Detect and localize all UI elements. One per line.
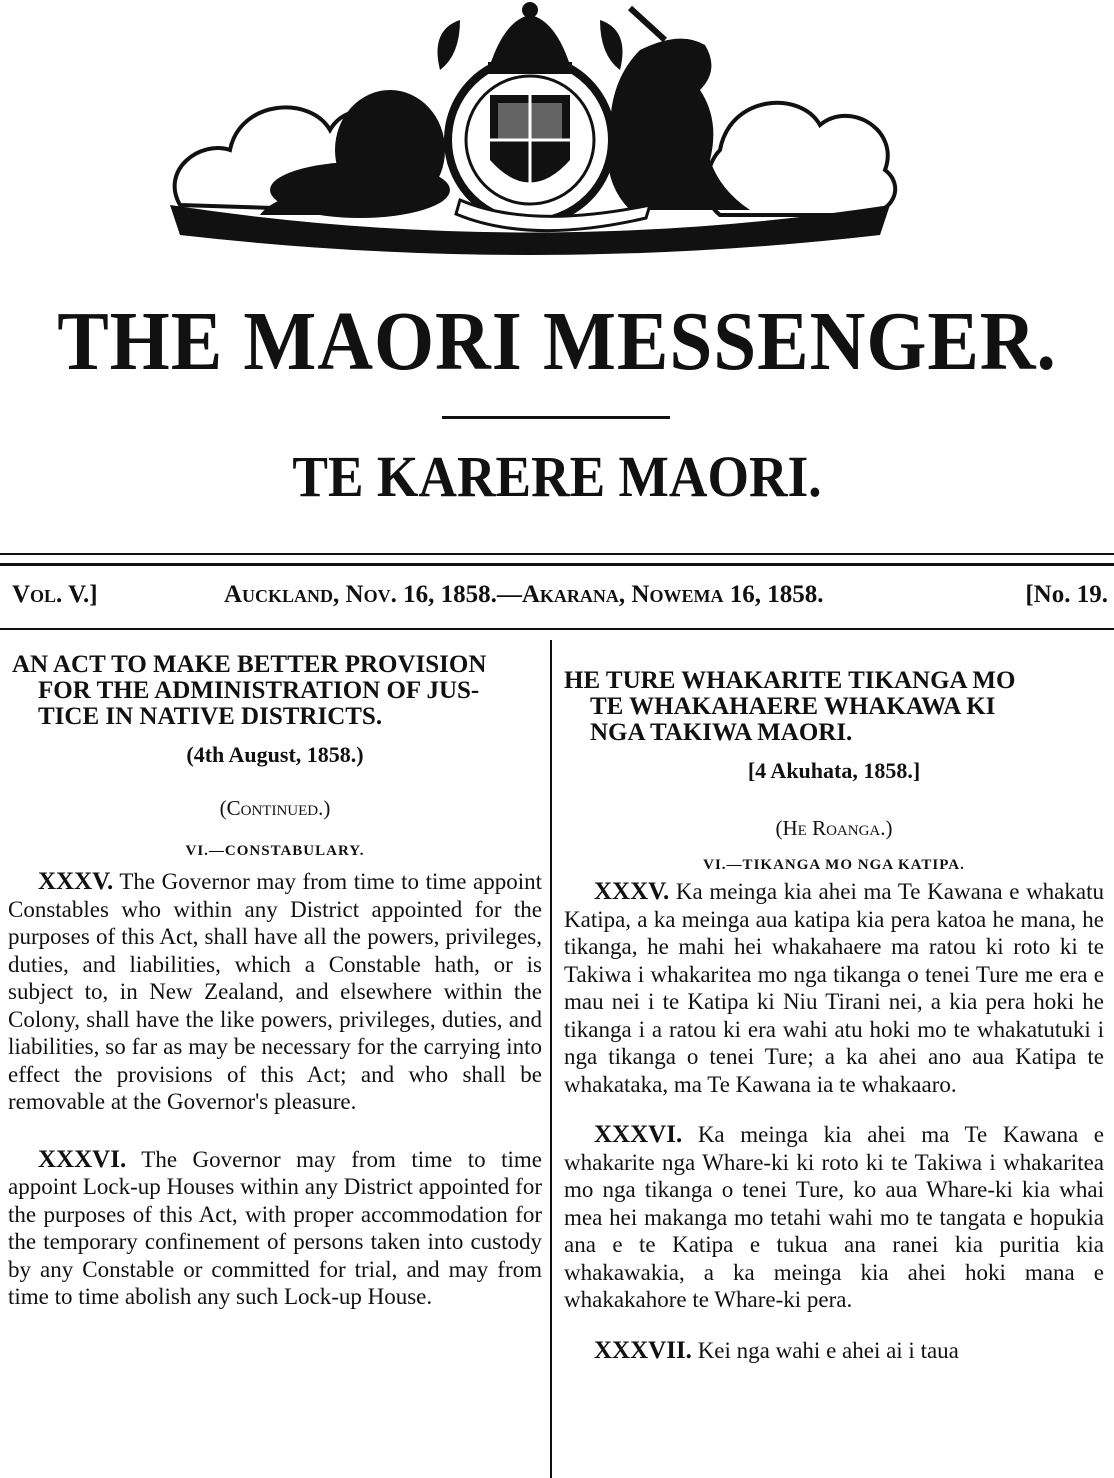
masthead-divider [442,416,670,419]
header-double-rule [0,553,1114,566]
act-title-line: AN ACT TO MAKE BETTER PROVISION [12,651,487,678]
clause-number: XXXVI. [594,1121,683,1148]
act-title-line: HE TURE WHAKARITE TIKANGA MO [564,667,1016,694]
issue-dateline: Auckland, Nov. 16, 1858.—Akarana, Nowema 16, 1858. [224,581,824,608]
issue-volume: Vol. V.] [12,581,98,608]
clause-36-maori [564,1121,1104,1314]
act-title-line: NGA TAKIWA MAORI. [590,719,853,746]
clause-text: Ka meinga kia ahei ma Te Kawana e whakatu Katipa, a ka meinga aua katipa kia pera katoa he mana, he tikanga, he mahi hei whakahaere ma ratou ki roto ki te Takiwa i whakaritea mo nga tikanga o tenei Ture me era e mau nei i te Katipa ki Niu Tirani nei, a kia pera hoki he tikanga i a ratou ki era wahi atu hoki mo te whakatutuki i nga tikanga o tenei Ture; a ka ahei ano aua Katipa te whakataka, ma Te Kawana ia te whakaaro. [564,879,1104,1097]
english-column [8,652,542,1334]
act-date-english: (4th August, 1858.) [186,742,364,767]
royal-coat-of-arms [160,0,900,262]
masthead-title: THE MAORI MESSENGER. [57,295,1057,388]
clause-number: XXXV. [594,878,670,905]
continued-label-maori: (He Roanga.) [775,816,893,840]
maori-column [564,668,1104,1387]
clause-number: XXXVII. [594,1336,692,1364]
masthead-subtitle: TE KARERE MAORI. [292,444,822,509]
clause-number: XXXVI. [38,1145,127,1173]
act-title-line: TICE IN NATIVE DISTRICTS. [38,703,383,730]
clause-text: Ka meinga kia ahei ma Te Kawana e whakarite nga Whare-ki ki roto ki te Takiwa i whakaritea mo nga tikanga o tenei Ture, ko aua Whare-ki kia whai mea hei makanga mo tetahi wahi mo te tangata e hopukia ana e te Katipa e tukua ana ranei kia puritia kia whakawakia, a ka meinga kia ahei hoki mana e whakakahore te Whare-ki pera. [564,1122,1104,1312]
section-heading-maori: VI.—TIKANGA MO NGA KATIPA. [703,857,965,873]
section-heading-english: VI.—CONSTABULARY. [185,843,365,859]
clause-35-maori [564,878,1104,1098]
issue-number: [No. 19. [1025,581,1108,608]
act-date-maori: [4 Akuhata, 1858.] [747,758,921,783]
clause-number: XXXV. [38,868,114,895]
act-title-maori [564,668,1104,746]
clause-35-english [8,868,542,1116]
act-title-english [8,652,542,730]
clause-text: Kei nga wahi e ahei ai i taua [691,1337,959,1363]
column-divider [550,640,552,1478]
clause-text: The Governor may from time to time appoint Lock-up Houses within any District appointed for the purposes of this Act, with proper accommodation for the temporary confinement of persons taken into custody by any Constable or committed for trial, and may from time to time abolish any such Lock-up House. [8,1146,542,1309]
clause-36-english [8,1146,542,1311]
continued-label-english: (Continued.) [219,796,331,820]
clause-37-maori [564,1337,1104,1365]
clause-text: The Governor may from time to time appoint Constables who within any District appointed for the purposes of this Act, shall have all the powers, privileges, duties, and liabilities, which a Constable hath, or is subject to, in New Zealand, and elsewhere within the Colony, shall have the like powers, privileges, duties, and liabilities, so far as may be necessary for the carrying into effect the provisions of this Act; and who shall be removable at the Governor's pleasure. [8,869,542,1114]
header-rule [0,628,1114,630]
act-title-line: FOR THE ADMINISTRATION OF JUS- [38,677,480,704]
act-title-line: TE WHAKAHAERE WHAKAWA KI [590,693,996,720]
